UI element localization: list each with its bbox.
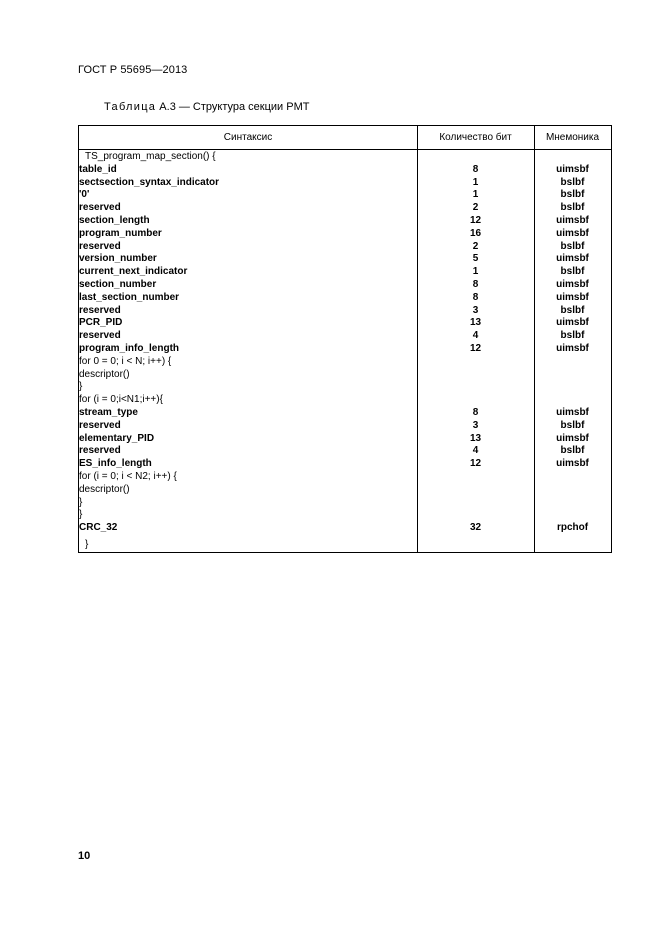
column-header-syntax: Синтаксис <box>223 132 273 143</box>
syntax-cell: descriptor() <box>79 368 130 380</box>
table-row <box>79 279 611 292</box>
table-row <box>79 356 611 369</box>
bits-cell: 12 <box>469 342 482 354</box>
mnemonic-cell: bslbf <box>560 189 585 201</box>
syntax-cell: reserved <box>79 445 121 457</box>
table-body <box>79 151 611 552</box>
bits-cell: 32 <box>469 522 482 534</box>
syntax-cell: program_info_length <box>79 342 180 354</box>
table-row <box>79 317 611 330</box>
bits-cell: 13 <box>469 317 482 329</box>
syntax-cell: CRC_32 <box>79 522 118 534</box>
table-row <box>79 189 611 202</box>
table-row <box>79 458 611 471</box>
syntax-cell: elementary_PID <box>79 432 155 444</box>
table-caption <box>104 101 309 113</box>
table-row <box>79 471 611 484</box>
syntax-cell: } <box>79 509 83 521</box>
table-row <box>79 228 611 241</box>
mnemonic-cell: bslbf <box>560 330 585 342</box>
table-row <box>79 292 611 305</box>
table-row <box>79 522 611 535</box>
bits-cell: 8 <box>472 163 479 175</box>
table-row <box>79 497 611 510</box>
mnemonic-cell: uimsbf <box>556 317 589 329</box>
bits-cell: 12 <box>469 458 482 470</box>
table-row <box>79 420 611 433</box>
table-row <box>79 253 611 266</box>
syntax-cell: for (i = 0; i < N2; i++) { <box>79 470 177 482</box>
table-row <box>79 343 611 356</box>
syntax-cell: last_section_number <box>79 291 180 303</box>
table-caption-text: А.3 — Структура секции PMT <box>159 101 310 113</box>
table-row <box>79 164 611 177</box>
mnemonic-cell: uimsbf <box>556 278 589 290</box>
table-row <box>79 330 611 343</box>
syntax-cell: reserved <box>79 202 121 214</box>
syntax-cell: descriptor() <box>79 483 130 495</box>
mnemonic-cell: bslbf <box>560 266 585 278</box>
syntax-cell: section_number <box>79 278 157 290</box>
table-row <box>79 241 611 254</box>
bits-cell: 8 <box>472 406 479 418</box>
syntax-cell: sectsection_syntax_indicator <box>79 176 220 188</box>
table-row <box>79 539 611 552</box>
syntax-cell: version_number <box>79 253 157 265</box>
mnemonic-cell: bslbf <box>560 419 585 431</box>
table-row <box>79 202 611 215</box>
bits-cell: 1 <box>472 189 479 201</box>
bits-cell: 12 <box>469 214 482 226</box>
table-row <box>79 433 611 446</box>
bits-cell: 2 <box>472 202 479 214</box>
mnemonic-cell: uimsbf <box>556 214 589 226</box>
syntax-cell: for 0 = 0; i < N; i++) { <box>79 355 172 367</box>
syntax-cell: reserved <box>79 304 121 316</box>
bits-cell: 8 <box>472 278 479 290</box>
bits-cell: 13 <box>469 432 482 444</box>
syntax-cell: reserved <box>79 240 121 252</box>
syntax-cell: program_number <box>79 227 162 239</box>
bits-cell: 4 <box>472 445 479 457</box>
table-row <box>79 369 611 382</box>
mnemonic-cell: uimsbf <box>556 458 589 470</box>
syntax-cell: table_id <box>79 163 117 175</box>
mnemonic-cell: bslbf <box>560 202 585 214</box>
syntax-cell: stream_type <box>79 406 138 418</box>
bits-cell: 16 <box>469 227 482 239</box>
syntax-cell: reserved <box>79 419 121 431</box>
table-row <box>79 445 611 458</box>
mnemonic-cell: bslbf <box>560 240 585 252</box>
table-row <box>79 509 611 522</box>
header-divider <box>79 149 611 150</box>
syntax-cell: } <box>79 496 83 508</box>
syntax-cell: for (i = 0;i<N1;i++){ <box>79 394 163 406</box>
pmt-structure-table <box>78 125 612 553</box>
mnemonic-cell: bslbf <box>560 176 585 188</box>
bits-cell: 8 <box>472 291 479 303</box>
bits-cell: 3 <box>472 419 479 431</box>
table-row <box>79 266 611 279</box>
page-number: 10 <box>78 850 91 862</box>
mnemonic-cell: bslbf <box>560 445 585 457</box>
bits-cell: 3 <box>472 304 479 316</box>
bits-cell: 5 <box>472 253 479 265</box>
mnemonic-cell: uimsbf <box>556 291 589 303</box>
syntax-cell: current_next_indicator <box>79 266 188 278</box>
bits-cell: 4 <box>472 330 479 342</box>
bits-cell: 1 <box>472 266 479 278</box>
table-row <box>79 177 611 190</box>
mnemonic-cell: uimsbf <box>556 406 589 418</box>
standard-header: ГОСТ Р 55695—2013 <box>78 64 188 76</box>
table-row <box>79 381 611 394</box>
table-row <box>79 215 611 228</box>
column-header-bits: Количество бит <box>439 132 512 143</box>
syntax-cell: reserved <box>79 330 121 342</box>
table-row <box>79 151 611 164</box>
table-row <box>79 394 611 407</box>
column-header-mnemonic: Мнемоника <box>545 132 600 143</box>
bits-cell: 1 <box>472 176 479 188</box>
syntax-cell: '0' <box>79 189 90 201</box>
bits-cell: 2 <box>472 240 479 252</box>
mnemonic-cell: bslbf <box>560 304 585 316</box>
table-caption-label: Таблица <box>104 101 157 113</box>
table-row <box>79 484 611 497</box>
mnemonic-cell: uimsbf <box>556 432 589 444</box>
mnemonic-cell: uimsbf <box>556 163 589 175</box>
syntax-cell: PCR_PID <box>79 317 123 329</box>
table-row <box>79 305 611 318</box>
mnemonic-cell: uimsbf <box>556 342 589 354</box>
syntax-cell: } <box>79 381 83 393</box>
mnemonic-cell: uimsbf <box>556 253 589 265</box>
mnemonic-cell: rpchof <box>556 522 589 534</box>
mnemonic-cell: uimsbf <box>556 227 589 239</box>
table-row <box>79 407 611 420</box>
syntax-cell: } <box>85 538 89 550</box>
syntax-cell: section_length <box>79 214 150 226</box>
syntax-cell: ES_info_length <box>79 458 152 470</box>
syntax-cell: TS_program_map_section() { <box>85 151 216 162</box>
